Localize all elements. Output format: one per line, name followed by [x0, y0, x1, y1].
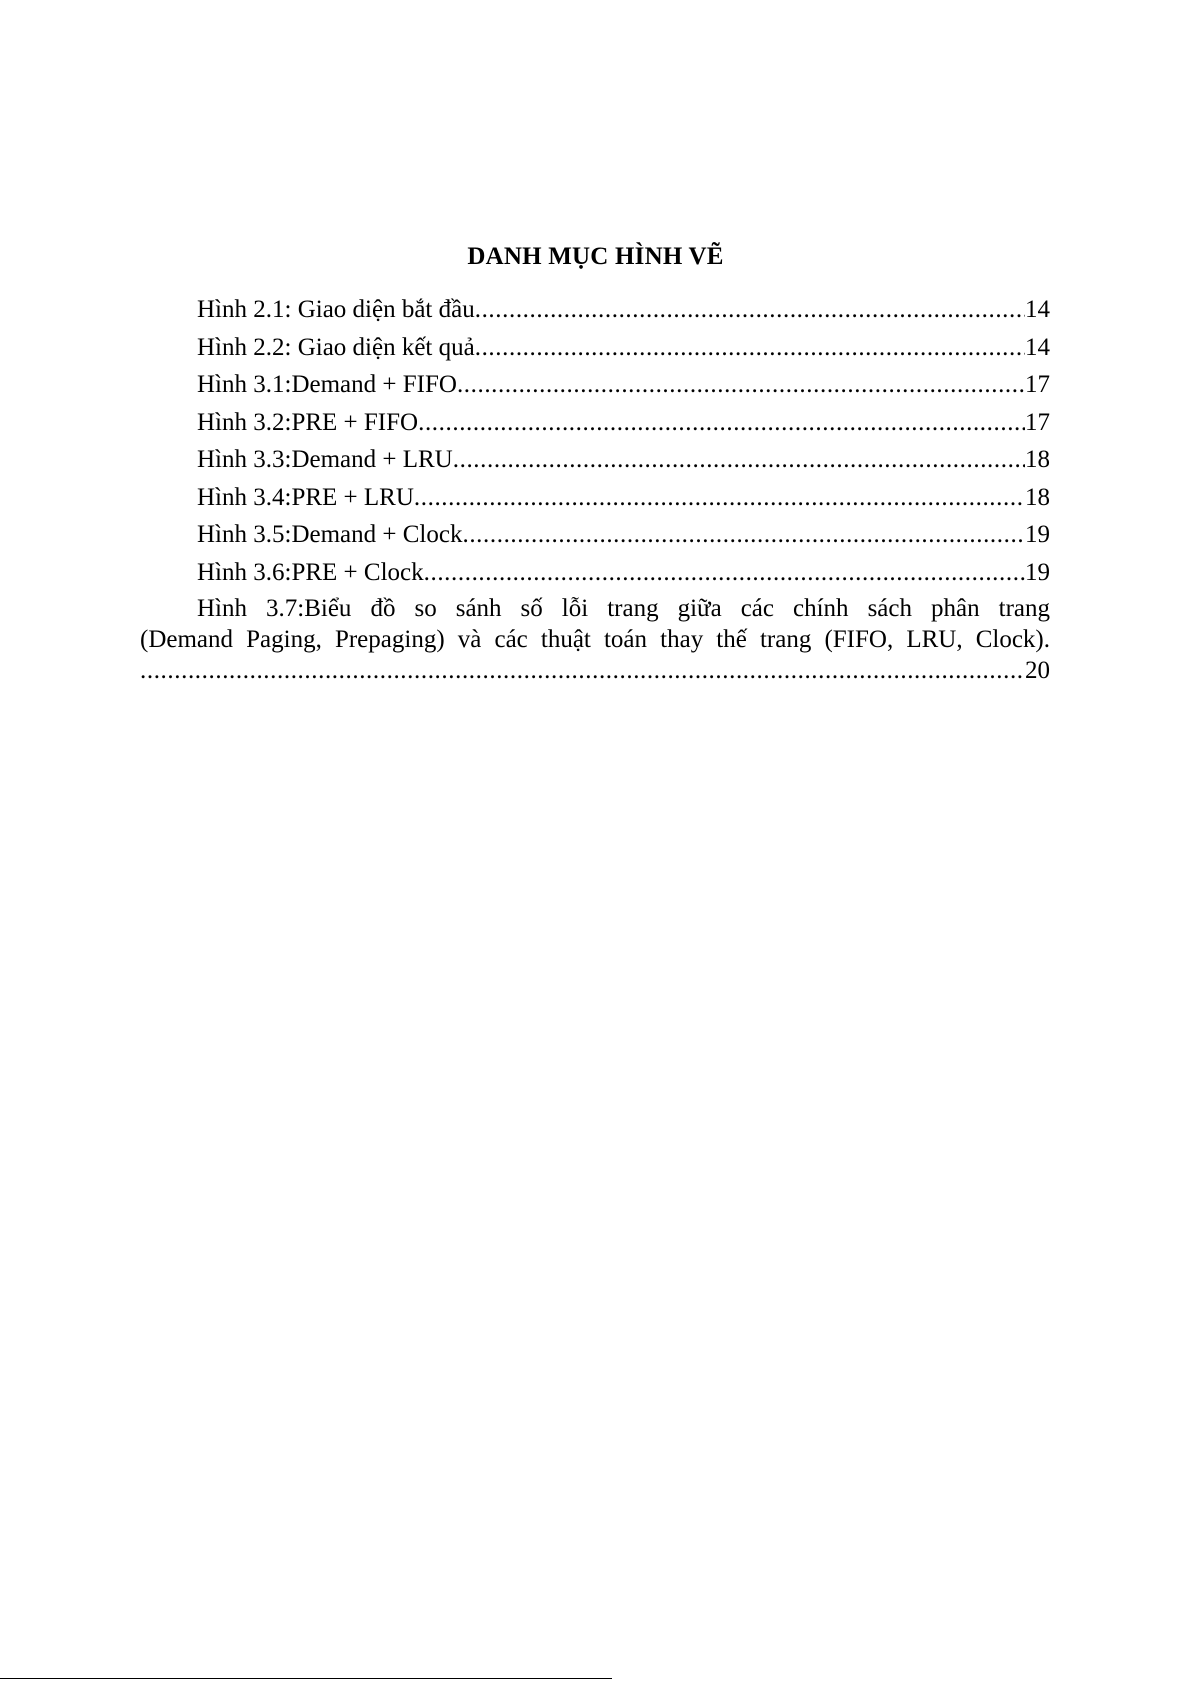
figure-entry-page: 14 [1025, 296, 1050, 323]
dot-leader [424, 554, 1025, 592]
footer-rule [0, 1678, 612, 1679]
figure-entry-page: 18 [1025, 483, 1050, 511]
dot-leader [418, 404, 1025, 442]
figure-entry-label: Hình 3.6:PRE + Clock [197, 558, 424, 586]
figure-entry-page: 17 [1025, 408, 1050, 436]
figure-entry[interactable] [140, 516, 1050, 554]
figure-entry-label: Hình 3.5:Demand + Clock [197, 521, 463, 548]
figure-entry-page: 17 [1025, 371, 1050, 398]
figure-entry-label: Hình 3.3:Demand + LRU [197, 446, 453, 473]
figure-entry-page: 19 [1025, 558, 1050, 586]
figure-entry-label-line2: (Demand Paging, Prepaging) và các thuật toán thay thế trang (FIFO, LRU, Clock). [140, 626, 1050, 653]
dot-leader [140, 655, 1025, 686]
figure-entry[interactable] [140, 329, 1050, 367]
figure-entry-long[interactable] [140, 593, 1050, 686]
figure-entry-page: 18 [1025, 446, 1050, 473]
figure-entry[interactable] [140, 291, 1050, 329]
figure-entry-label: Hình 2.2: Giao diện kết quả [197, 333, 475, 361]
dot-leader [453, 441, 1025, 479]
figure-entry-page: 14 [1025, 333, 1050, 361]
figure-entry-leader-line [140, 655, 1050, 686]
figure-entry-page: 20 [1025, 657, 1050, 684]
figure-entry[interactable] [140, 366, 1050, 404]
page-title: DANH MỤC HÌNH VẼ [467, 243, 724, 270]
figure-entry[interactable] [140, 479, 1050, 517]
figure-list [140, 291, 1050, 686]
dot-leader [457, 366, 1025, 404]
figure-entry-label: Hình 3.1:Demand + FIFO [197, 371, 457, 398]
dot-leader [462, 516, 1025, 554]
figure-entry[interactable] [140, 404, 1050, 442]
dot-leader [475, 329, 1025, 367]
figure-entry-label: Hình 3.2:PRE + FIFO [197, 408, 419, 436]
figure-entry-label: Hình 3.4:PRE + LRU [197, 483, 414, 511]
dot-leader [475, 291, 1025, 329]
figure-entry-page: 19 [1025, 521, 1050, 548]
figure-entry[interactable] [140, 554, 1050, 592]
figure-entry-label-line1: Hình 3.7:Biểu đồ so sánh số lỗi trang giữa các chính sách phân trang [197, 595, 1050, 622]
dot-leader [414, 479, 1025, 517]
figure-entry-label: Hình 2.1: Giao diện bắt đầu [197, 296, 475, 323]
figure-entry[interactable] [140, 441, 1050, 479]
